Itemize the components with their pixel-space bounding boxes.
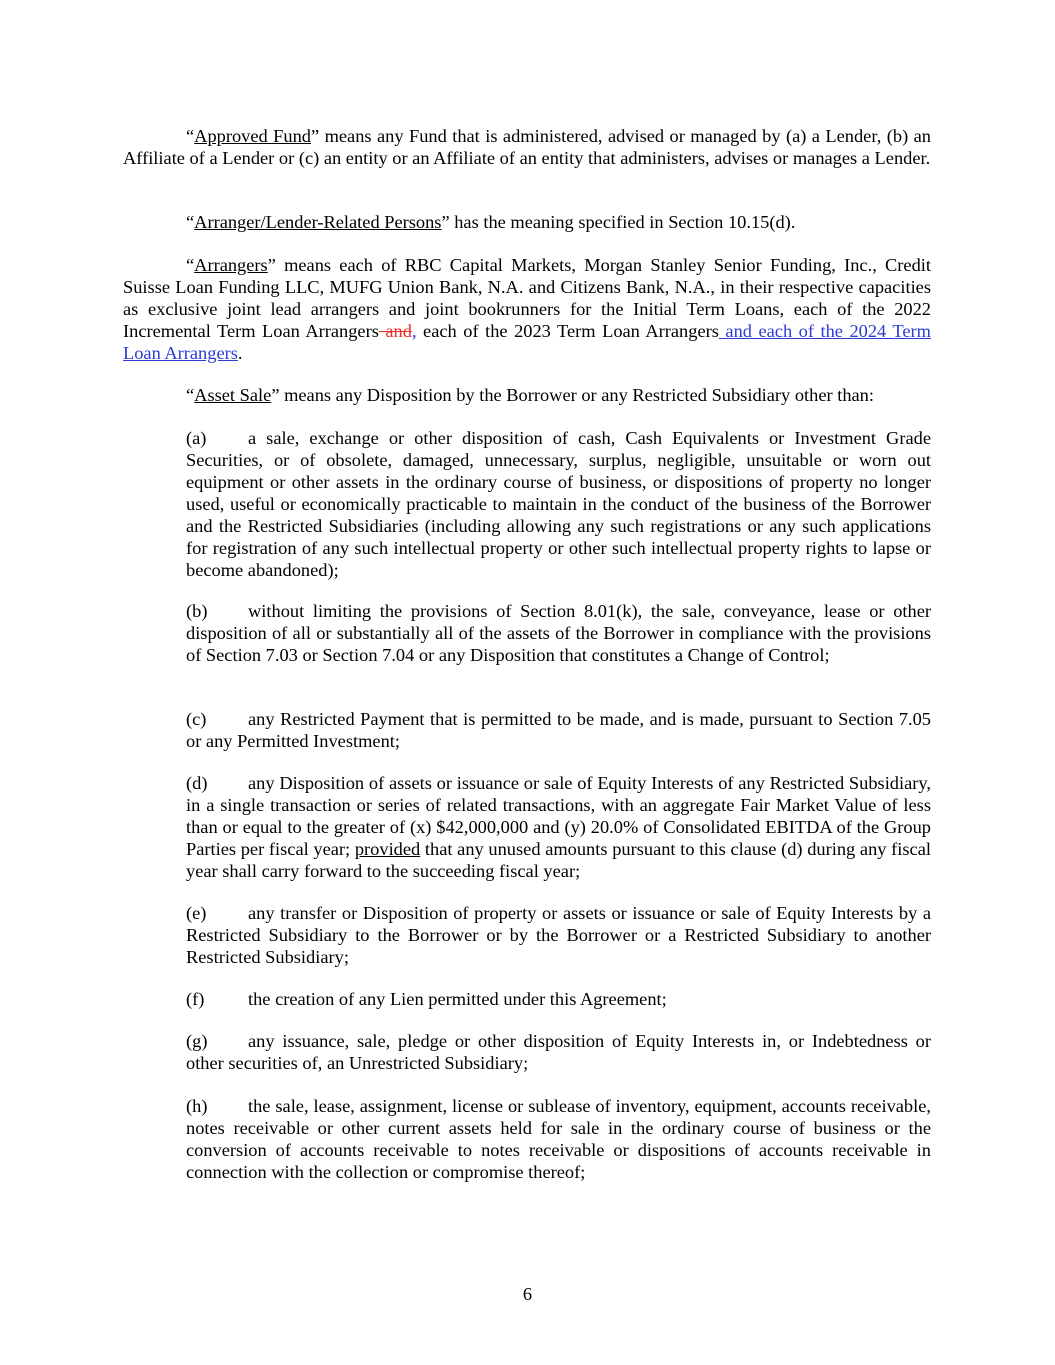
defined-term: Approved Fund: [194, 126, 311, 146]
clause-a: [186, 427, 931, 581]
definition-text: ” means any Fund that is administered, advised or managed by (a) a Lender, (b) an Affiliate of a Lender or (c) an entity or an Affiliate of an entity that administers, advises or manages a Lender.: [123, 126, 931, 168]
inserted-text: and each of the 2024 Term Loan Arrangers: [123, 321, 931, 363]
clause-text: that any unused amounts pursuant to this clause (d) during any fiscal year shall carry forward to the succeeding fiscal year;: [186, 839, 931, 881]
definition-asset-sale: “Asset Sale” means any Disposition by the Borrower or any Restricted Subsidiary other than:: [186, 385, 874, 405]
inserted-text: ,: [411, 321, 417, 341]
clause-f: [186, 988, 931, 1010]
clause-d: [186, 772, 931, 882]
clause-label: (g): [186, 1031, 208, 1051]
clause-text: any transfer or Disposition of property or assets or issuance or sale of Equity Interests by a Restricted Subsidiary to the Borrower or by the Borrower or a Restricted Subsidiary to another Restricted Subsidiary;: [186, 903, 931, 967]
clause-text: any Restricted Payment that is permitted to be made, and is made, pursuant to Section 7.05 or any Permitted Investment;: [186, 709, 931, 751]
clause-h: [186, 1095, 931, 1183]
clause-label: (e): [186, 903, 207, 923]
clause-text: any Disposition of assets or issuance or sale of Equity Interests of any Restricted Subsidiary, in a single transaction or series of related transactions, with an aggregate Fair Market Value of less than or equal to the greater of (x) $42,000,000 and (y) 20.0% of Consolidated EBITDA of the Group Parties per fiscal year;: [186, 773, 931, 859]
clause-e: [186, 902, 931, 968]
page-number: 6: [522, 1284, 533, 1304]
defined-term: Asset Sale: [194, 385, 272, 405]
provided-term: provided: [354, 839, 421, 859]
definition-text: ” means any Disposition by the Borrower or any Restricted Subsidiary other than:: [271, 385, 874, 405]
clause-label: (f): [186, 989, 205, 1009]
defined-term: Arranger/Lender-Related Persons: [194, 212, 442, 232]
clause-g: [186, 1030, 931, 1074]
clause-label: (b): [186, 601, 208, 621]
deleted-text: and: [378, 321, 412, 341]
clause-text: the creation of any Lien permitted under this Agreement;: [248, 989, 667, 1009]
definition-end: .: [237, 343, 243, 363]
clause-text: a sale, exchange or other disposition of cash, Cash Equivalents or Investment Grade Securities, or of obsolete, damaged, unnecessary, surplus, negligible, unsuitable or worn out equipment or other assets in the ordinary course of business, or dispositions of property no longer used, useful or economically practicable to maintain in the conduct of the business of the Borrower and the Restricted Subsidiaries (including allowing any such registrations or any such applications for registration of any such intellectual property or other such intellectual property rights to lapse or become abandoned);: [186, 428, 931, 580]
clause-c: [186, 708, 931, 752]
clause-text: the sale, lease, assignment, license or sublease of inventory, equipment, accounts receivable, notes receivable or other current assets held for sale in the ordinary course of business or the conversion of accounts receivable to notes receivable or dispositions of accounts receivable in connection with the collection or compromise thereof;: [186, 1096, 931, 1182]
definition-text: each of the 2023 Term Loan Arrangers: [416, 321, 719, 341]
definition-approved-fund: “Approved Fund” means any Fund that is administered, advised or managed by (a) a Lender, (b) an Affiliate of a Lender or (c) an entity or an Affiliate of an entity that administers, advises or manages a Lender.: [123, 126, 931, 168]
definition-text: ” has the meaning specified in Section 10.15(d).: [441, 212, 796, 232]
definition-arrangers: “Arrangers” means each of RBC Capital Markets, Morgan Stanley Senior Funding, Inc., Credit Suisse Loan Funding LLC, MUFG Union Bank, N.A. and Citizens Bank, N.A., in their respective capacities as exclusive joint lead arrangers and joint bookrunners for the Initial Term Loans, each of the 2022 Incremental Term Loan Arrangers and, each of the 2023 Term Loan Arrangers and each of the 2024 Term Loan Arrangers.: [123, 255, 931, 363]
definition-text: ” means each of RBC Capital Markets, Morgan Stanley Senior Funding, Inc., Credit Suisse Loan Funding LLC, MUFG Union Bank, N.A. and Citizens Bank, N.A., in their respective capacities as exclusive joint lead arrangers and joint bookrunners for the Initial Term Loans, each of the 2022 Incremental Term Loan Arrangers: [123, 255, 931, 341]
clause-label: (c): [186, 709, 207, 729]
defined-term: Arrangers: [194, 255, 268, 275]
clause-label: (a): [186, 428, 207, 448]
clause-label: (h): [186, 1096, 208, 1116]
clause-label: (d): [186, 773, 208, 793]
clause-b: [186, 600, 931, 666]
definition-arranger-persons: “Arranger/Lender-Related Persons” has the meaning specified in Section 10.15(d).: [186, 212, 796, 232]
clause-text: without limiting the provisions of Section 8.01(k), the sale, conveyance, lease or other disposition of all or substantially all of the assets of the Borrower in compliance with the provisions of Section 7.03 or Section 7.04 or any Disposition that constitutes a Change of Control;: [186, 601, 931, 665]
clause-text: any issuance, sale, pledge or other disposition of Equity Interests in, or Indebtedness or other securities of, an Unrestricted Subsidiary;: [186, 1031, 931, 1073]
